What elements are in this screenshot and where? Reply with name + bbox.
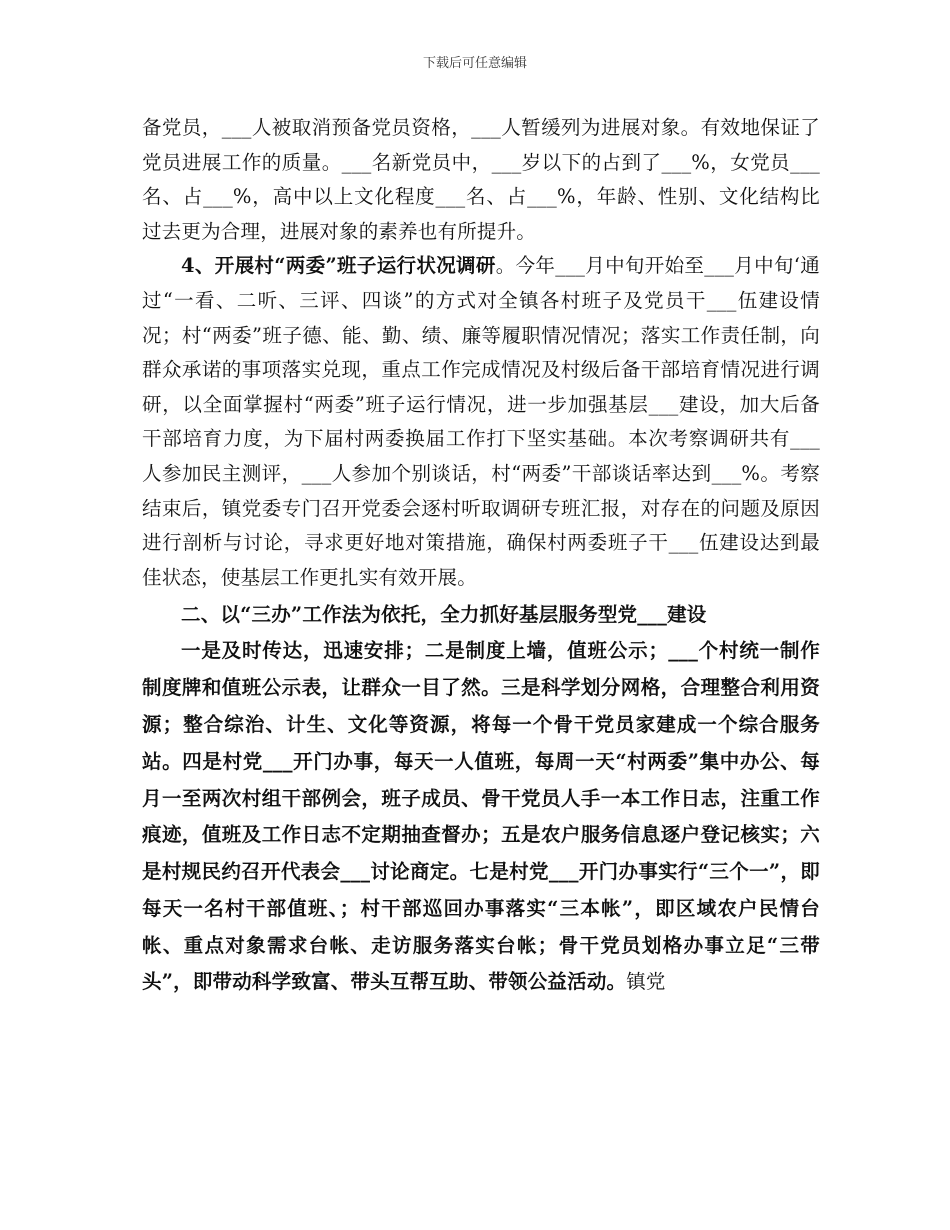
paragraph-3-tail: 镇党 bbox=[626, 970, 666, 994]
paragraph-2-lead: 4、开展村“两委”班子运行状况调研 bbox=[181, 254, 496, 278]
paragraph-3 bbox=[142, 633, 820, 1001]
paragraph-2 bbox=[142, 249, 820, 595]
section-heading: 二、以“三办”工作法为依托，全力抓好基层服务型党___建设 bbox=[181, 603, 707, 627]
document-body bbox=[142, 111, 820, 1001]
paragraph-3-bold: 一是及时传达，迅速安排；二是制度上墙，值班公示；___个村统一制作制度牌和值班公示表，让群众一目了然。三是科学划分网格，合理整合利用资源；整合综治、计生、文化等资源，将每一个骨干党员家建成一个综合服务站。四是村党___开门办事，每天一人值班，每周一天“村两委”集中办公、每月一至两次村组干部例会，班子成员、骨干党员人手一本工作日志，注重工作痕迹，值班及工作日志不定期抽查督办；五是农户服务信息逐户登记核实；六是村规民约召开代表会___讨论商定。七是村党___开门办事实行“三个一”，即每天一名村干部值班、；村干部巡回办事落实“三本帐”，即区域农户民情台帐、重点对象需求台帐、走访服务落实台帐；骨干党员划格办事立足“三带头”，即带动科学致富、带头互帮互助、带领公益活动。 bbox=[142, 639, 820, 994]
page-header: 下载后可任意编辑 bbox=[422, 56, 527, 71]
paragraph-1: 备党员，___人被取消预备党员资格，___人暂缓列为进展对象。有效地保证了党员进展工作的质量。___名新党员中，___岁以下的占到了___%，女党员___名、占___%，高中以上文化程度___名、占___%，年龄、性别、文化结构比过去更为合理，进展对象的素养也有所提升。 bbox=[142, 116, 820, 243]
paragraph-2-text: 。今年___月中旬开始至___月中旬‘通过“一看、二听、三评、四谈”的方式对全镇各村班子及党员干___伍建设情况；村“两委”班子德、能、勤、绩、廉等履职情况情况；落实工作责任制，向群众承诺的事项落实兑现，重点工作完成情况及村级后备干部培育情况进行调研，以全面掌握村“两委”班子运行情况，进一步加强基层___建设，加大后备干部培育力度，为下届村两委换届工作打下坚实基础。本次考察调研共有___人参加民主测评，___人参加个别谈话，村“两委”干部谈话率达到___%。考察结束后，镇党委专门召开党委会逐村听取调研专班汇报，对存在的问题及原因进行剖析与讨论，寻求更好地对策措施，确保村两委班子干___伍建设达到最佳状态，使基层工作更扎实有效开展。 bbox=[142, 254, 820, 589]
